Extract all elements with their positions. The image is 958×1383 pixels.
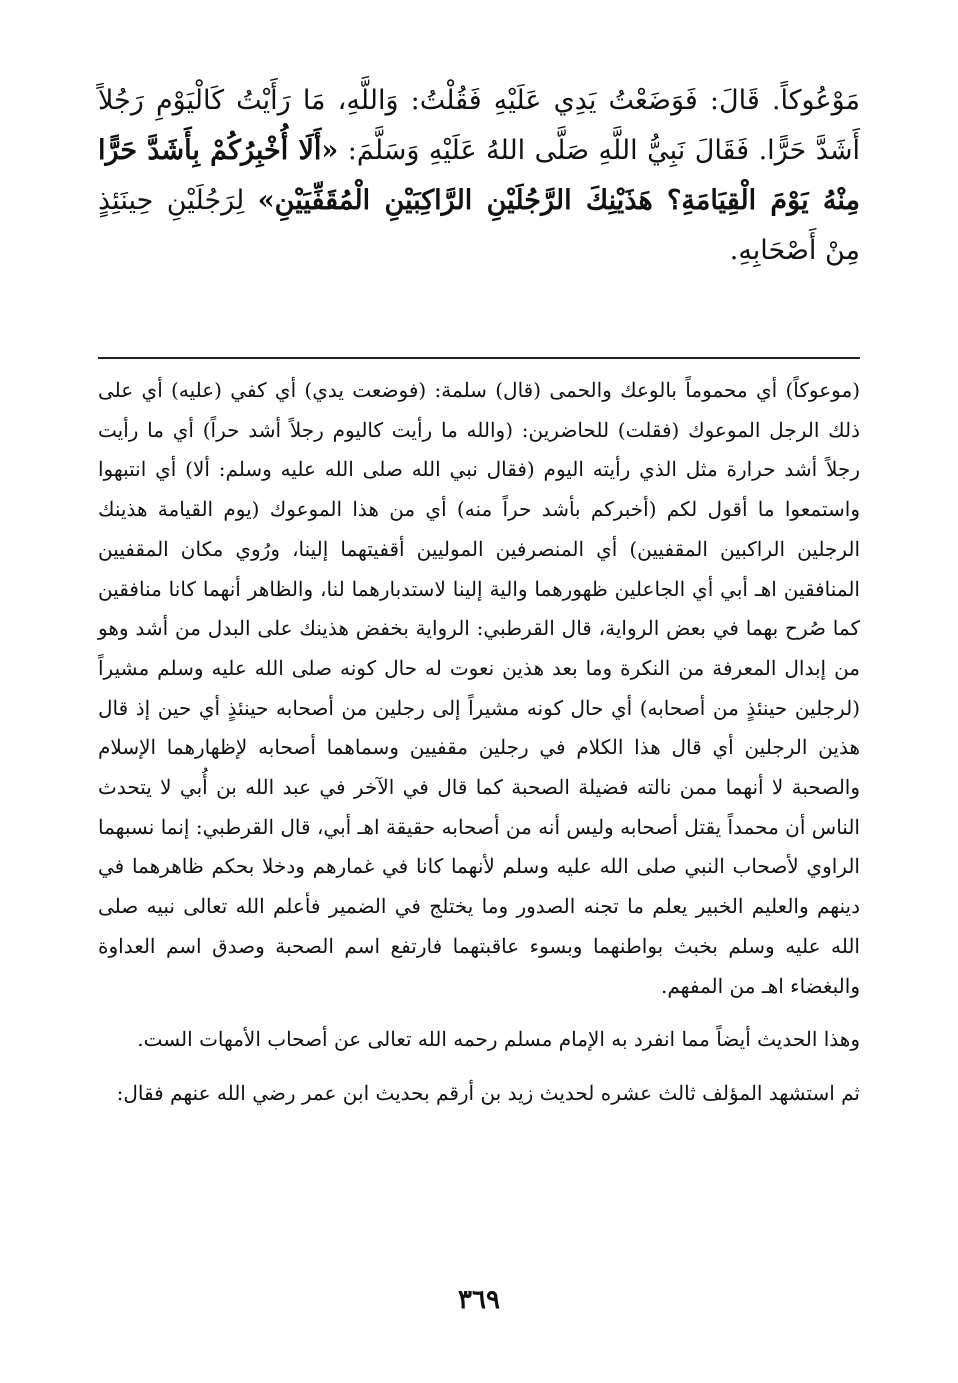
commentary-paragraph-3: ثم استشهد المؤلف ثالث عشره لحديث زيد بن أرقم بحديث ابن عمر رضي الله عنهم فقال: (116, 1080, 860, 1105)
footnote-divider (98, 357, 860, 359)
hadith-part-2: لِرَجُلَيْنِ حِينَئِذٍ مِنْ أَصْحَابِهِ. (98, 185, 860, 266)
hadith-quote: «أَلَا أُخْبِرُكُمْ بِأَشَدَّ حَرًّا مِنْهُ يَوْمَ الْقِيَامَةِ؟ هَذَيْنِكَ الرَّجُلَيْنِ الرَّاكِبَيْنِ الْمُقَفِّيَيْنِ» (98, 135, 860, 216)
commentary-paragraph-2: وهذا الحديث أيضاً مما انفرد به الإمام مسلم رحمه الله تعالى عن أصحاب الأمهات الست. (137, 1027, 860, 1052)
commentary-paragraph-1: (موعوكاً) أي محموماً بالوعك والحمى (قال) سلمة: (فوضعت يدي) أي كفي (عليه) أي على ذلك الرجل الموعوك (فقلت) للحاضرين: (والله ما رأيت كاليوم رجلاً أشد حراً) أي ما رأيت رجلاً أشد حرارة مثل الذي رأيته اليوم (فقال نبي الله صلى الله عليه وسلم: ألا) أي انتبهوا واستمعوا ما أقول لكم (أخبركم بأشد حراً منه) أي من هذا الموعوك (يوم القيامة هذينك الرجلين الراكبين المقفيين) أي المنصرفين الموليين أقفيتهما إلينا، ورُوي مكان المقفيين المنافقين اهـ أبي أي الجاعلين ظهورهما والية إلينا لاستدبارهما لنا، والظاهر أنهما كانا منافقين كما صُرح بهما في بعض الرواية، قال القرطبي: الرواية بخفض هذينك على البدل من أشد وهو من إبدال المعرفة من النكرة وما بعد هذين نعوت له حال كونه صلى الله عليه وسلم مشيراً (لرجلين حينئذٍ من أصحابه) أي حال كونه مشيراً إلى رجلين من أصحابه حينئذٍ أي حين إذ قال هذين الرجلين أي قال هذا الكلام في رجلين مقفيين وسماهما أصحابه لإظهارهما الإسلام والصحبة لا أنهما ممن نالته فضيلة الصحبة كما قال في الآخر في عبد الله بن أُبي لا يتحدث الناس أن محمداً يقتل أصحابه وليس أنه من أصحابه حقيقة اهـ أبي، قال القرطبي: إنما نسبهما الراوي لأصحاب النبي صلى الله عليه وسلم لأنهما كانا في غمارهم ودخلا بحكم ظاهرهما في دينهم والعليم الخبير يعلم ما تجنه الصدور وما يختلج في الضمير فأعلم الله تعالى نبيه صلى الله عليه وسلم بخبث بواطنهما وبسوء عاقبتهما فارتفع اسم الصحبة وصدق اسم العداوة والبغضاء اهـ من المفهم. (98, 378, 860, 998)
commentary-text (98, 371, 860, 1114)
hadith-paragraph (98, 76, 860, 276)
page-number: ٣٦٩ (458, 1285, 500, 1315)
hadith-part-1: مَوْعُوكاً. قَالَ: فَوَضَعْتُ يَدِي عَلَيْهِ فَقُلْتُ: وَاللَّهِ، مَا رَأَيْتُ كَالْيَوْمِ رَجُلاً أَشَدَّ حَرًّا. فَقَالَ نَبِيُّ اللَّهِ صَلَّى اللهُ عَلَيْهِ وَسَلَّمَ: (98, 85, 861, 166)
hadith-text (98, 76, 860, 276)
